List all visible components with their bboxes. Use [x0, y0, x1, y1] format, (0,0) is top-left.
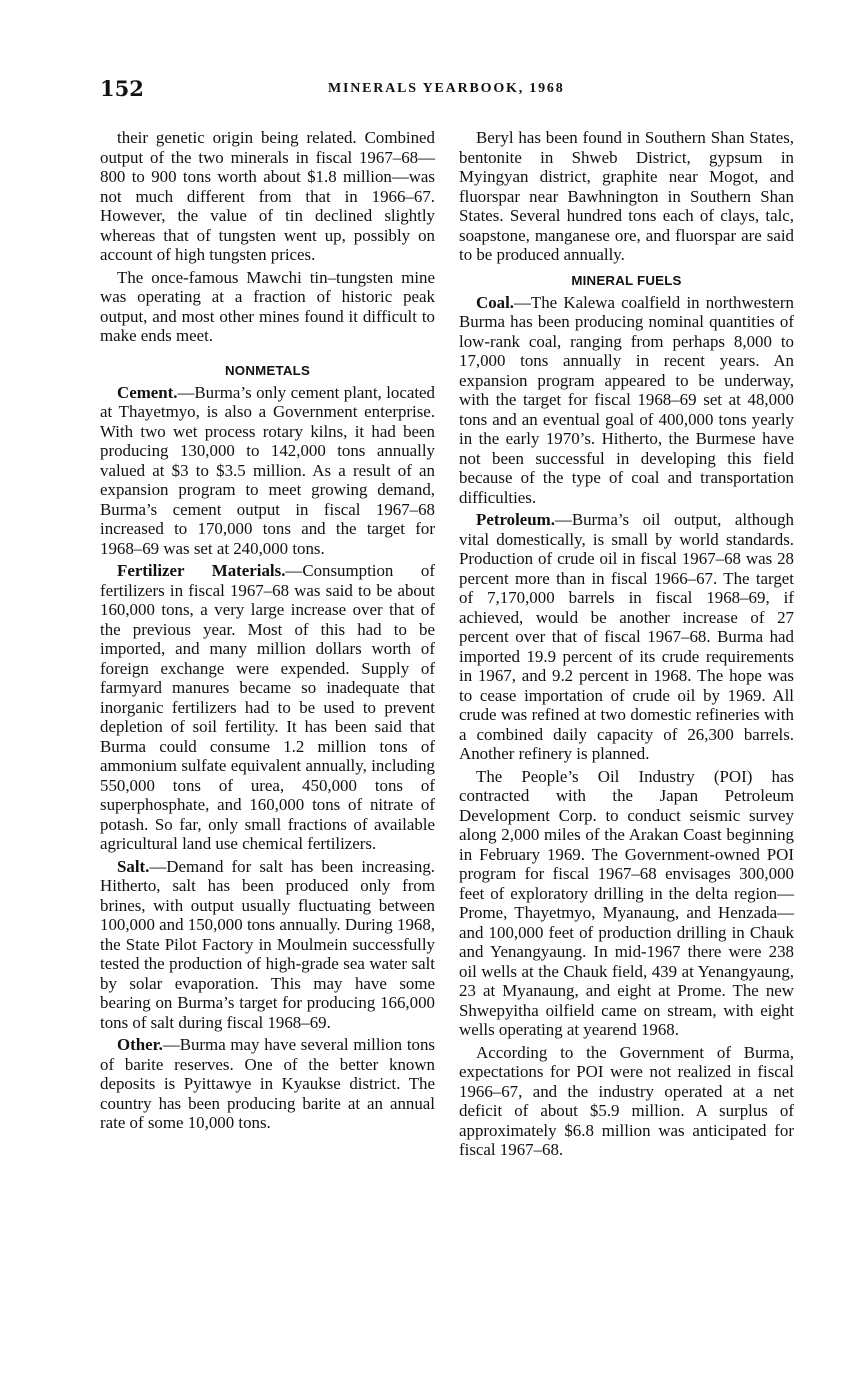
paragraph-text: —The Kalewa coalfield in northwestern Burma has been producing nominal quantities of low-rank coal, ranging from perhaps 8,000 to 17,000 tons annually in recent years. An expansion program appeared to be underway, with the target for fiscal 1968–69 set at 48,000 tons and an eventual goal of 400,000 tons yearly in the early 1970’s. Hitherto, the Burmese have not been successful in developing this field because of the type of coal and transportation difficulties. [459, 292, 794, 507]
runin-heading-petroleum: Petroleum. [476, 510, 555, 529]
left-column [100, 128, 435, 1133]
paragraph-text: —Burma may have several million tons of barite reserves. One of the better known deposits is Pyittawye in Kyaukse district. The country has been producing barite at an annual rate of some 10,000 tons. [100, 1035, 435, 1132]
section-heading-nonmetals: NONMETALS [224, 362, 311, 378]
paragraph-text: According to the Government of Burma, expectations for POI were not realized in fiscal 1966–67, and the industry operated at a net deficit of about $5.9 million. A surplus of approximately $6.8 million was anticipated for fiscal 1967–68. [459, 1042, 794, 1159]
paragraph-beryl [459, 128, 794, 265]
paragraph-text: Beryl has been found in Southern Shan States, bentonite in Shweb District, gypsum in Myingyan district, graphite near Mogot, and fluorspar near Bawhnington in Southern Shan States. Several hundred tons each of clays, talc, soapstone, manganese ore, and fluorspar are said to be produced annually. [459, 128, 794, 264]
paragraph-text: —Demand for salt has been increasing. Hitherto, salt has been produced only from brines, with output usually fluctuating between 100,000 and 150,000 tons annually. During 1968, the State Pilot Factory in Moulmein successfully tested the production of high-grade sea water salt by solar evaporation. This may have some bearing on Burma’s target for producing 166,000 tons of salt during fiscal 1968–69. [100, 856, 435, 1032]
paragraph-salt [100, 857, 435, 1033]
paragraph-poi [459, 767, 794, 1040]
running-title: MINERALS YEARBOOK, 1968 [328, 81, 565, 96]
paragraph-text: —Consumption of fertilizers in fiscal 1967–68 was said to be about 160,000 tons, a very large increase over that of the previous year. Most of this had to be imported, and many million dollars worth of foreign exchange were expended. Supply of farmyard manures became so inadequate that inorganic fertilizers had to be used to prevent depletion of soil fertility. It has been said that Burma could consume 1.2 million tons of ammonium sulfate equivalent annually, including 550,000 tons of urea, 450,000 tons of superphosphate, and 160,000 tons of nitrate of potash. So far, only small fractions of available agricultural land use chemical fertilizers. [100, 561, 435, 853]
paragraph-text: The People’s Oil Industry (POI) has contracted with the Japan Petroleum Development Corp. to conduct seismic survey along 2,000 miles of the Arakan Coast beginning in February 1969. The Government-owned POI program for fiscal 1967–68 envisages 300,000 feet of exploratory drilling in the delta region—Prome, Thayetmyo, Myanaung, and Henzada—and 100,000 feet of production drilling in Chauk and Yenangyaung. In mid-1967 there were 238 oil wells at the Chauk field, 439 at Yenangyaung, 23 at Myanaung, and eight at Prome. The new Shwepyitha oilfield came on stream, with eight wells operating at yearend 1968. [459, 766, 794, 1039]
paragraph-tin-tungsten-continued [100, 128, 435, 265]
runin-heading-salt: Salt. [117, 856, 150, 876]
paragraph-coal [459, 293, 794, 508]
paragraph-mawchi-mine [100, 268, 435, 346]
runin-heading-coal: Coal. [476, 292, 515, 312]
runin-heading-cement: Cement. [117, 382, 178, 402]
paragraph-cement [100, 383, 435, 559]
page-number: 152 [100, 76, 144, 101]
right-column [459, 128, 794, 1160]
paragraph-text: their genetic origin being related. Combined output of the two minerals in fiscal 1967–68—800 to 900 tons worth about $1.8 million—was not much different from that in 1966–67. However, the value of tin declined slightly whereas that of tungsten went up, possibly on account of high tungsten prices. [100, 128, 435, 264]
runin-heading-fertilizer: Fertilizer Materials. [117, 561, 286, 580]
paragraph-text: —Burma’s oil output, although vital domestically, is small by world standards. Production of crude oil in fiscal 1967–68 was 28 percent more than in fiscal 1966–67. The target of 7,170,000 barrels in fiscal 1968–69, if achieved, would be another increase of 27 percent over that of fiscal 1967–68. Burma had imported 19.9 percent of its crude requirements in 1967, and 9.2 percent in 1968. The hope was to cease importation of crude oil by 1969. All crude was refined at two domestic refineries with a combined daily capacity of 26,300 barrels. Another refinery is planned. [459, 510, 794, 763]
paragraph-fertilizer [100, 561, 435, 854]
paragraph-government [459, 1043, 794, 1160]
runin-heading-other: Other. [117, 1035, 163, 1054]
paragraph-petroleum [459, 510, 794, 764]
paragraph-other [100, 1035, 435, 1133]
paragraph-text: The once-famous Mawchi tin–tungsten mine was operating at a fraction of historic peak output, and most other mines found it difficult to make ends meet. [100, 267, 435, 345]
paragraph-text: —Burma’s only cement plant, located at Thayetmyo, is also a Government enterprise. With two wet process rotary kilns, it had been producing 130,000 to 142,000 tons annually valued at $3 to $3.5 million. As a result of an expansion program to meet growing demand, Burma’s cement output in fiscal 1967–68 increased to 170,000 tons and the target for 1968–69 was set at 240,000 tons. [100, 382, 435, 558]
section-heading-mineral-fuels: MINERAL FUELS [571, 272, 682, 288]
